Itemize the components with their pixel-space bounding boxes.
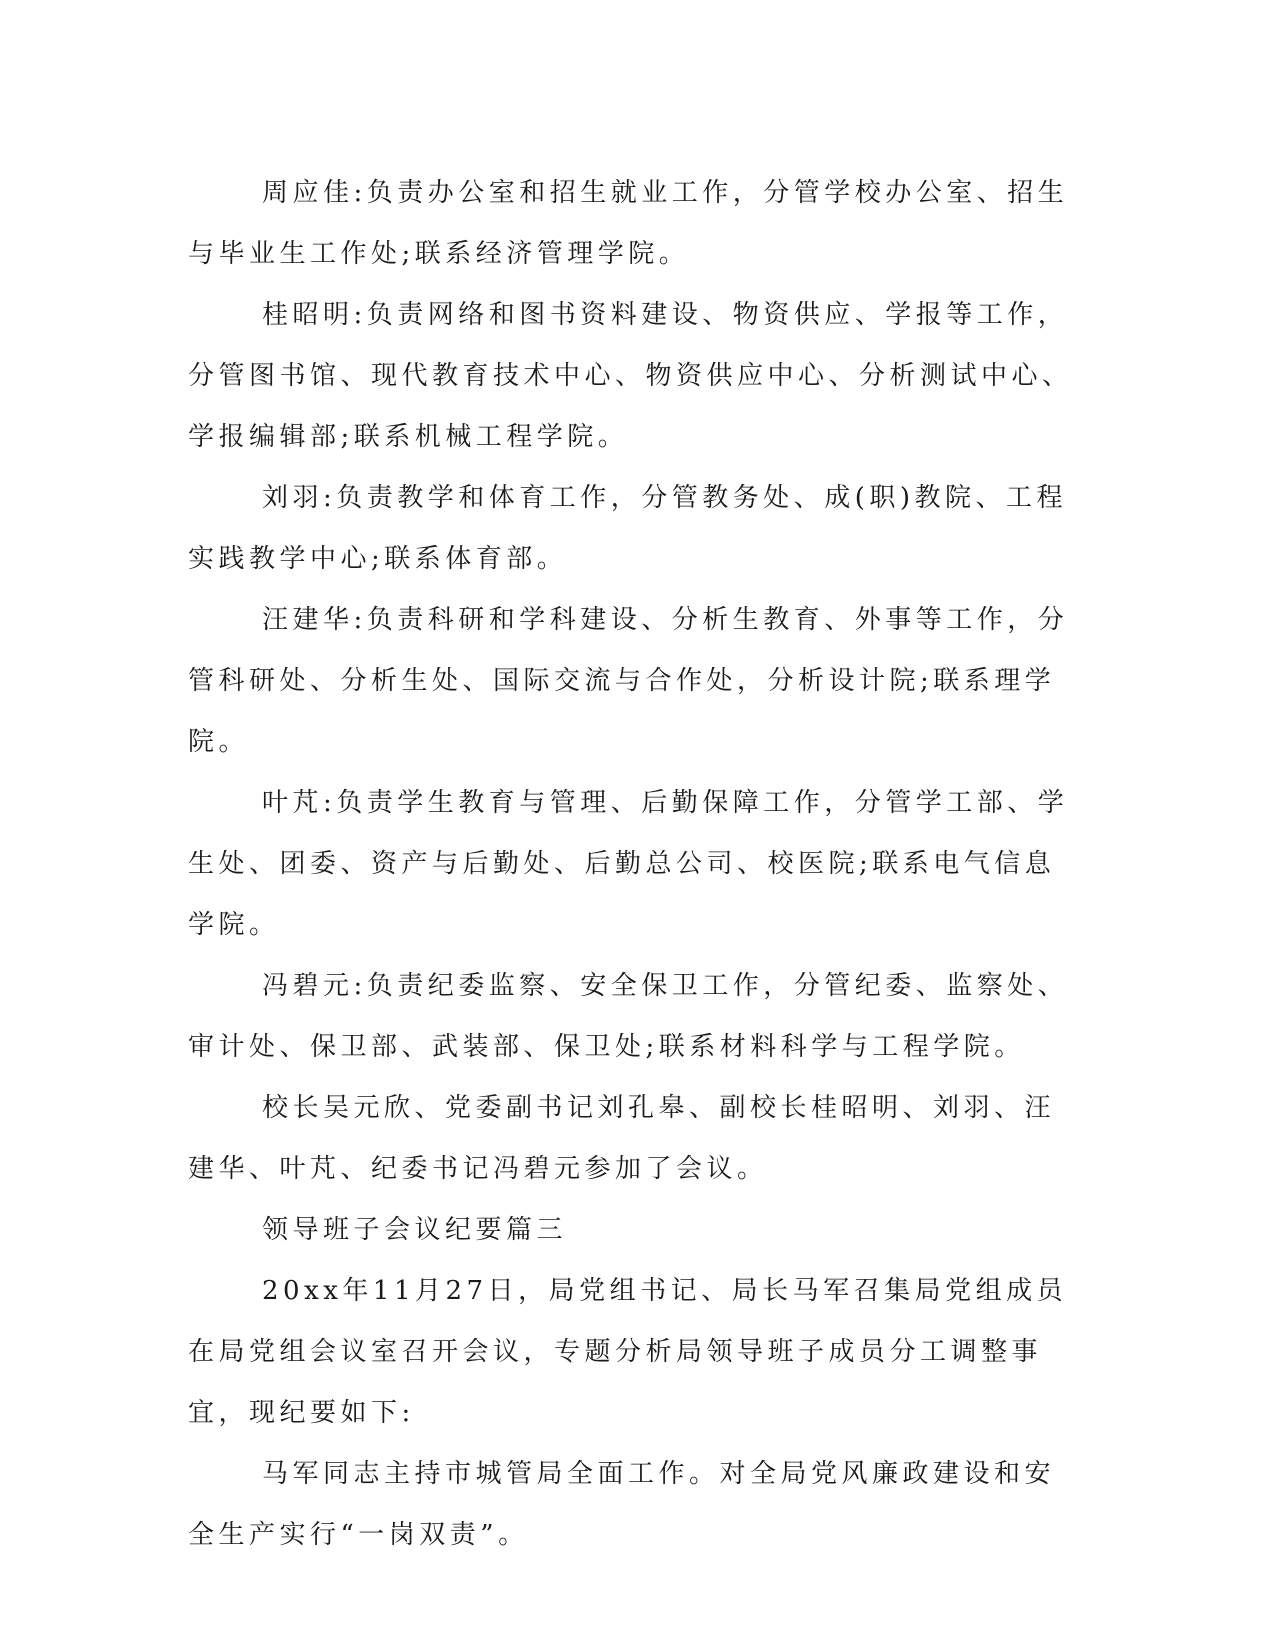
paragraph-meeting-intro: 20xx年11月27日，局党组书记、局长马军召集局党组成员在局党组会议室召开会议，专题分析局领导班子成员分工调整事宜，现纪要如下: (188, 1276, 1068, 1428)
paragraph-ma-jun: 马军同志主持市城管局全面工作。对全局党风廉政建设和安全生产实行“一岗双责”。 (188, 1459, 1056, 1550)
section-heading: 领导班子会议纪要篇三 (262, 1215, 568, 1245)
paragraph-feng-biyuan: 冯碧元:负责纪委监察、安全保卫工作，分管纪委、监察处、审计处、保卫部、武装部、保卫处;联系材料科学与工程学院。 (188, 971, 1069, 1062)
paragraph-gui-zhaoming: 桂昭明:负责网络和图书资料建设、物资供应、学报等工作，分管图书馆、现代教育技术中心、物资供应中心、分析测试中心、学报编辑部;联系机械工程学院。 (188, 300, 1073, 452)
paragraph-wang-jianhua: 汪建华:负责科研和学科建设、分析生教育、外事等工作，分管科研处、分析生处、国际交流与合作处，分析设计院;联系理学院。 (188, 605, 1069, 757)
paragraph-zhou-yingjia: 周应佳:负责办公室和招生就业工作，分管学校办公室、招生与毕业生工作处;联系经济管理学院。 (188, 178, 1069, 269)
paragraph-liu-yu: 刘羽:负责教学和体育工作，分管教务处、成(职)教院、工程实践教学中心;联系体育部。 (188, 483, 1068, 574)
paragraph-attendees: 校长吴元欣、党委副书记刘孔皋、副校长桂昭明、刘羽、汪建华、叶芃、纪委书记冯碧元参加了会议。 (188, 1093, 1056, 1184)
paragraph-ye-peng: 叶芃:负责学生教育与管理、后勤保障工作，分管学工部、学生处、团委、资产与后勤处、后勤总公司、校医院;联系电气信息学院。 (188, 788, 1069, 940)
document-body (188, 163, 1083, 1566)
